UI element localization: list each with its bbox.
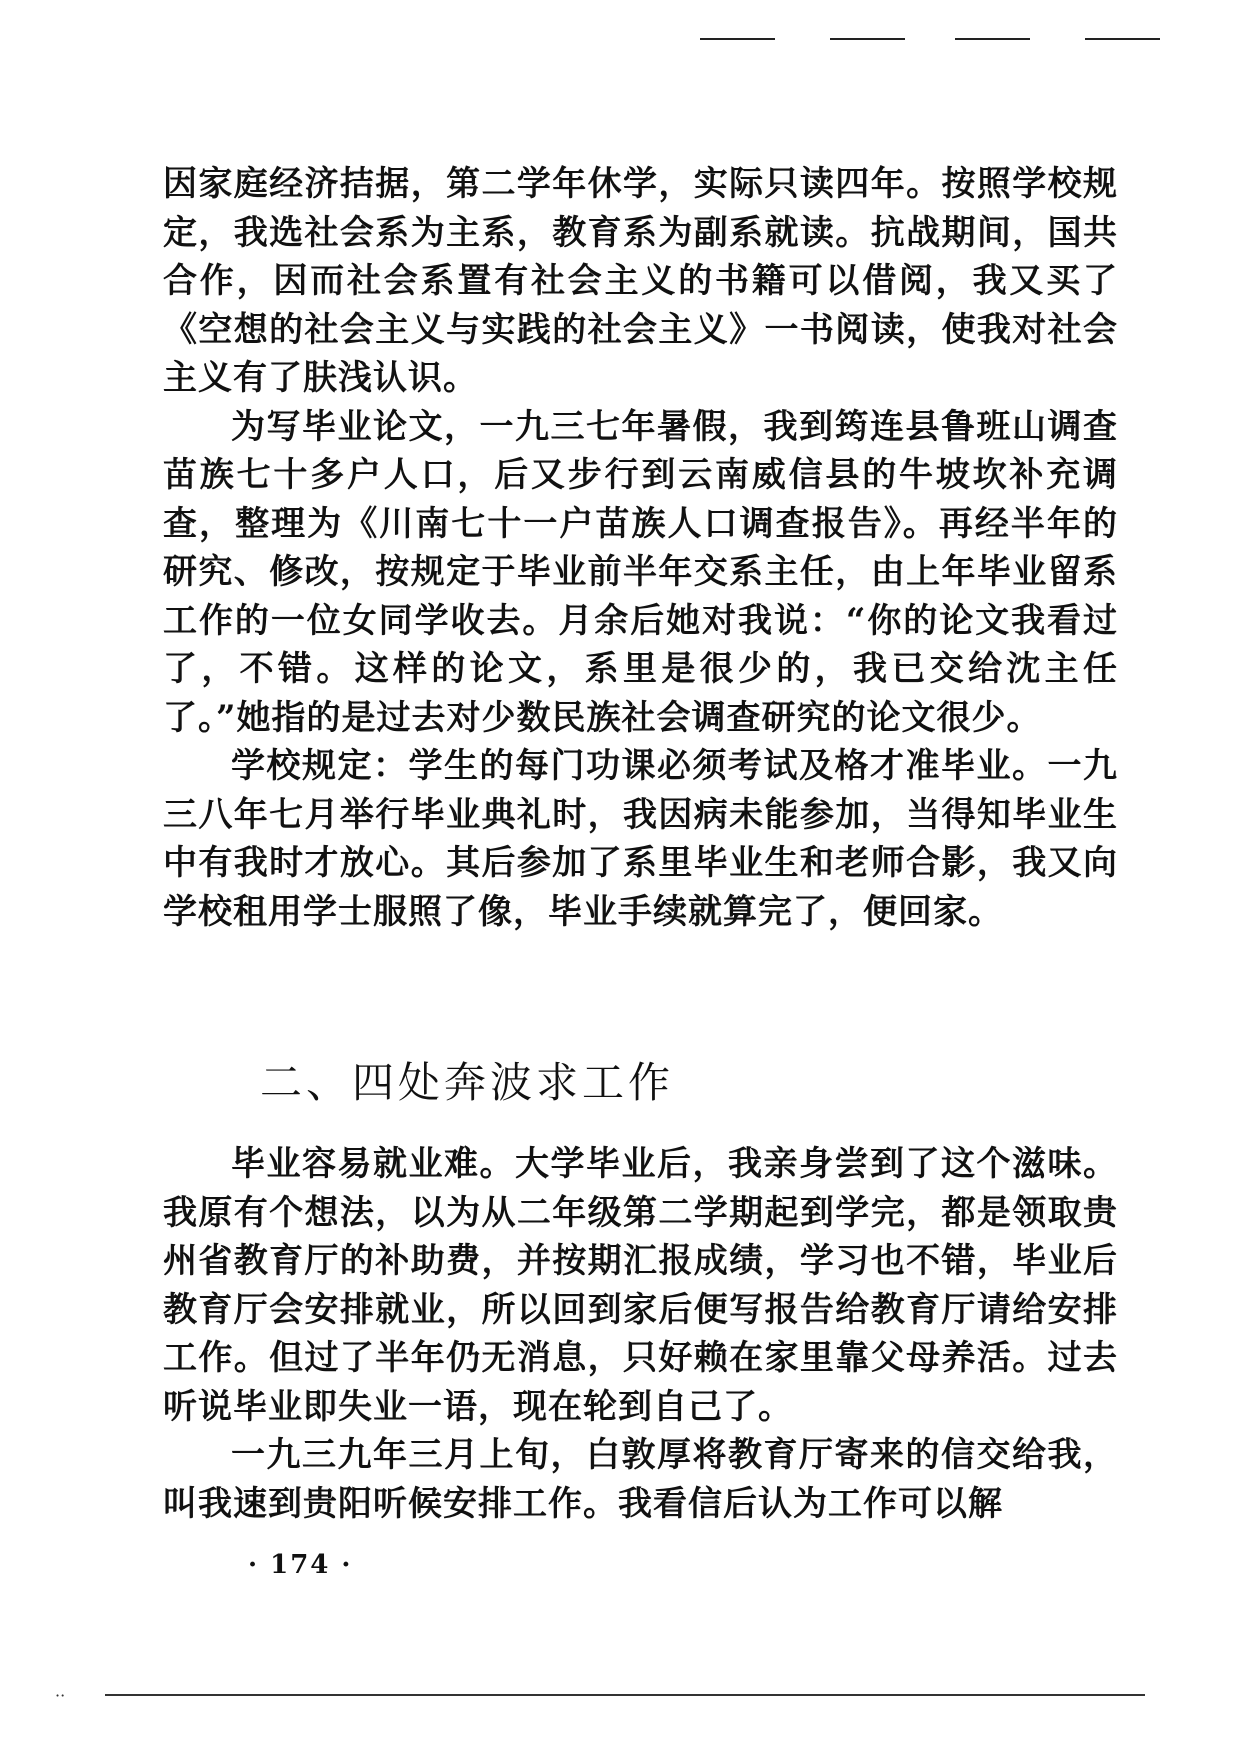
paragraph: 一九三九年三月上旬，白敦厚将教育厅寄来的信交给我，叫我速到贵阳听候安排工作。我看信后认为工作可以解 [163, 1435, 1118, 1524]
paragraph: 因家庭经济拮据，第二学年休学，实际只读四年。按照学校规定，我选社会系为主系，教育系为副系就读。抗战期间，国共合作，因而社会系置有社会主义的书籍可以借阅，我又买了《空想的社会主义与实践的社会主义》一书阅读，使我对社会主义有了肤浅认识。 [163, 164, 1118, 398]
header-rule [955, 38, 1030, 40]
body-text-bottom [163, 1140, 1118, 1528]
header-rule [700, 38, 775, 40]
paragraph: 毕业容易就业难。大学毕业后，我亲身尝到了这个滋味。我原有个想法，以为从二年级第二学期起到学完，都是领取贵州省教育厅的补助费，并按期汇报成绩，学习也不错，毕业后教育厅会安排就业，所以回到家后便写报告给教育厅请给安排工作。但过了半年仍无消息，只好赖在家里靠父母养活。过去听说毕业即失业一语，现在轮到自己了。 [163, 1144, 1118, 1427]
footer-rule [105, 1694, 1145, 1696]
paragraph: 学校规定：学生的每门功课必须考试及格才准毕业。一九三八年七月举行毕业典礼时，我因病未能参加，当得知毕业生中有我时才放心。其后参加了系里毕业生和老师合影，我又向学校租用学士服照了像，毕业手续就算完了，便回家。 [163, 746, 1118, 932]
page-number: · 174 · [248, 1550, 353, 1580]
scan-artifact: ·· [55, 1686, 66, 1705]
header-rule [1085, 38, 1160, 40]
section-heading: 二、四处奔波求工作 [260, 1058, 675, 1107]
body-text-top [163, 160, 1118, 936]
header-rule [830, 38, 905, 40]
paragraph: 为写毕业论文，一九三七年暑假，我到筠连县鲁班山调查苗族七十多户人口，后又步行到云南威信县的牛坡坎补充调查，整理为《川南七十一户苗族人口调查报告》。再经半年的研究、修改，按规定于毕业前半年交系主任，由上年毕业留系工作的一位女同学收去。月余后她对我说：“你的论文我看过了，不错。这样的论文，系里是很少的，我已交给沈主任了。”她指的是过去对少数民族社会调查研究的论文很少。 [163, 406, 1118, 738]
header-rules [700, 38, 1160, 42]
